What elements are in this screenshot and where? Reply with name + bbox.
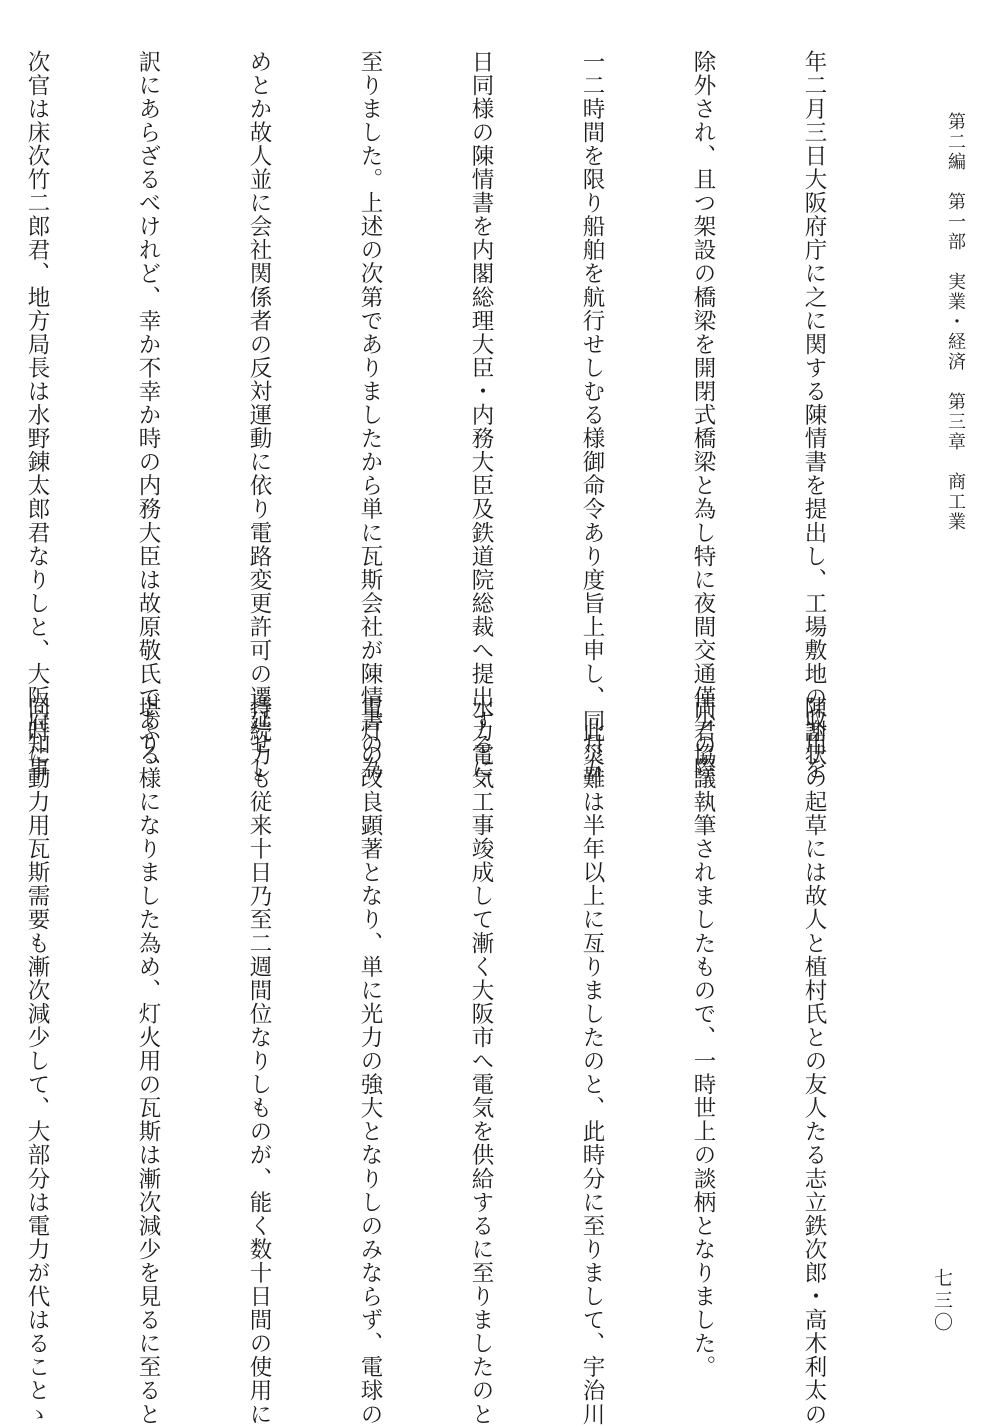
lower-text-block bbox=[24, 696, 906, 1426]
text-line: 水力電気工事竣成して漸く大阪市へ電気を供給するに至りましたのと bbox=[468, 696, 494, 1426]
text-line: 至りました。上述の次第でありましたから単に瓦斯会社が陳情書の為 bbox=[357, 50, 383, 781]
text-line: 此災難は半年以上に亙りましたのと、此時分に至りまして、宇治川 bbox=[579, 696, 605, 1426]
upper-text-block bbox=[24, 50, 906, 781]
text-line: 除外され、且つ架設の橋梁を開閉式橋梁と為し特に夜間交通僅少の際 bbox=[690, 50, 716, 781]
text-line: 訳にあらざるべけれど、幸か不幸か時の内務大臣は故原敬氏であり、 bbox=[135, 50, 161, 781]
running-header: 第二編 第一部 実業・経済 第三章 商工業 bbox=[945, 112, 966, 532]
text-line: 同時に動力用瓦斯需要も漸次減少して、大部分は電力が代はることゝ bbox=[24, 696, 50, 1426]
text-line: めとか故人並に会社関係者の反対運動に依り電路変更許可の遷延せし bbox=[246, 50, 272, 781]
text-line: 陳謝状の起草には故人と植村氏との友人たる志立鉄次郎・高木利太の bbox=[801, 696, 827, 1426]
text-line: 次官は床次竹二郎君、地方局長は水野錬太郎君なりしと、大阪府知事 bbox=[24, 50, 50, 781]
text-line: 年二月三日大阪府庁に之に関する陳情書を提出し、工場敷地の収用を bbox=[801, 50, 827, 781]
text-line: 両君協議執筆されましたもので、一時世上の談柄となりました。 bbox=[690, 696, 716, 1379]
text-line: 一二時間を限り船舶を航行せしむる様御命令あり度旨上申し、同月五 bbox=[579, 50, 605, 781]
page-number: 七三〇 bbox=[931, 1268, 953, 1334]
text-line: 電灯の改良顕著となり、単に光力の強大となりしのみならず、電球の bbox=[357, 696, 383, 1426]
text-line: 堪ふる様になりました為め、灯火用の瓦斯は漸次減少を見るに至ると bbox=[135, 696, 161, 1426]
text-line: 持続力も従来十日乃至二週間位なりしものが、能く数十日間の使用に bbox=[246, 696, 272, 1426]
text-line: 日同様の陳情書を内閣総理大臣・内務大臣及鉄道院総裁へ提出するに bbox=[468, 50, 494, 781]
